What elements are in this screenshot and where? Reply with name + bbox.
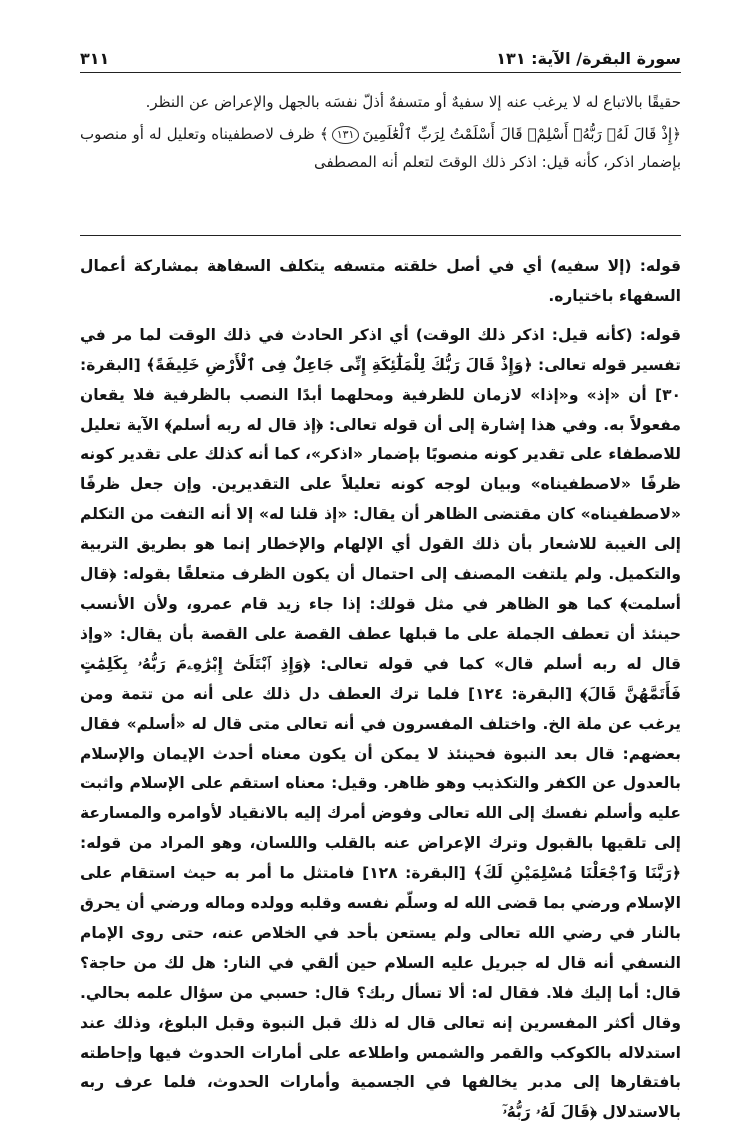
matn-paragraph [80, 120, 681, 176]
matn-text [80, 88, 681, 180]
quran-verse: ﴿إِذْ قَالَ لَهُۥ رَبُّهُۥٓ أَسْلِمْۖ قَالَ أَسْلَمْتُ لِرَبِّ ٱلْعَٰلَمِينَ [362, 125, 681, 143]
page-number: ٣١١ [80, 49, 110, 68]
qawluhu-label: قوله: [639, 257, 681, 275]
matn-commentary: ظرف لاصطفيناه وتعليل له أو منصوب بإضمار اذكر، كأنه قيل: اذكر ذلك الوقتَ لتعلم أنه المصطفى [80, 125, 681, 171]
sharh-paragraph [80, 321, 681, 1128]
qawluhu-label: قوله: [639, 325, 681, 344]
matn-paragraph: حقيقًا بالاتباع له لا يرغب عنه إلا سفيهٌ أو متسفهٌ أذلّ نفسَه بالجهل والإعراض عن النظر. [145, 93, 681, 111]
sharh-paragraph [80, 252, 681, 312]
sharh-body: (إلا سفيه) أي في أصل خلقته متسفه يتكلف السفاهة بمشاركة أعمال السفهاء باختياره. [80, 257, 681, 305]
header-divider [80, 72, 681, 73]
surah-title: سورة البقرة/ الآية: ١٣١ [496, 49, 681, 68]
sharh-body: (كأنه قيل: اذكر ذلك الوقت) أي اذكر الحادث في ذلك الوقت لما مر في تفسير قوله تعالى: ﴿وَإِذْ قَالَ رَبُّكَ لِلْمَلَٰٓئِكَةِ إِنِّى جَاعِلٌ فِى ٱلْأَرْضِ خَلِيفَةً﴾ [البقرة: ٣٠] أن «إذ» و«إذا» لازمان للظرفية ومحلهما أبدًا النصب بالظرفية فلا يقعان مفعولاً به. وفي هذا إشارة إلى أن قوله تعالى: ﴿إذ قال له ربه أسلم﴾ الآية تعليل للاصطفاء على تقدير كونه منصوبًا بإضمار «اذكر»، كما أنه كذلك على تقدير كونه ظرفًا «لاصطفيناه» وبيان لوجه كونه تعليلاً على التقديرين. وإن جعل ظرفًا «لاصطفيناه» كان مقتضى الظاهر أن يقال: «إذ قلنا له» إلا أنه التفت من التكلم إلى الغيبة للاشعار بأن ذلك القول أي الإلهام والإخطار إنما هو بطريق التربية والتكميل. ولم يلتفت المصنف إلى احتمال أن يكون الظرف متعلقًا بقوله: ﴿قال أسلمت﴾ كما هو الظاهر في مثل قولك: إذا جاء زيد قام عمرو، ولأن الأنسب حينئذ أن تعطف الجملة على ما قبلها عطف القصة على القصة بأن يقال: «وإذ قال له ربه أسلم قال» كما في قوله تعالى: ﴿وَإِذِ ٱبْتَلَىٰٓ إِبْرَٰهِۦمَ رَبُّهُۥ بِكَلِمَٰتٍ فَأَتَمَّهُنَّ قَالَ﴾ [البقرة: ١٢٤] فلما ترك العطف دل ذلك على أنه من تتمة ومن يرغب عن ملة الخ. واختلف المفسرون في أنه تعالى متى قال له «أسلم» فقال بعضهم: قال بعد النبوة فحينئذ لا يمكن أن يكون معناه أحدث الإيمان والإسلام بالعدول عن الكفر والتكذيب وهو ظاهر. وقيل: معناه استقم على الإسلام واثبت عليه وأسلم نفسك إلى الله تعالى وفوض أمرك إليه بالانقياد لأوامره والمسارعة إلى تلقيها بالقبول وترك الإعراض عنه بالقلب واللسان، وهو المراد من قوله: ﴿رَبَّنَا وَٱجْعَلْنَا مُسْلِمَيْنِ لَكَ﴾ [البقرة: ١٢٨] فامتثل ما أمر به حيث استقام على الإسلام ورضي بما قضى الله له وسلّم نفسه وقلبه وولده وماله ورضي أن يحرق بالنار في رضي الله تعالى ولم يستعن بأحد في الخلاص عنه، حتى روى الإمام النسفي أنه قال له جبريل عليه السلام حين ألقي في النار: هل لك من حاجة؟ قال: أما إليك فلا. فقال له: ألا تسأل ربك؟ قال: حسبي من سؤال علمه بحالي. وقال أكثر المفسرين إنه تعالى قال له ذلك قبل النبوة وقبل البلوغ، وذلك عند استدلاله بالكوكب والقمر والشمس واطلاعه على أمارات الحدوث فيها وإحاطته بافتقارها إلى مدبر يخالفها في الجسمية وأمارات الحدوث، فلما عرف ربه بالاستدلال ﴿قَالَ لَهُۥ رَبُّهُۥٓ [80, 325, 682, 1122]
sharh-text [80, 252, 681, 1137]
quran-verse-close: ﴾ [319, 125, 329, 143]
section-divider [80, 235, 681, 236]
running-header [80, 40, 681, 68]
verse-number-ornament: ١٣١ [332, 126, 360, 144]
